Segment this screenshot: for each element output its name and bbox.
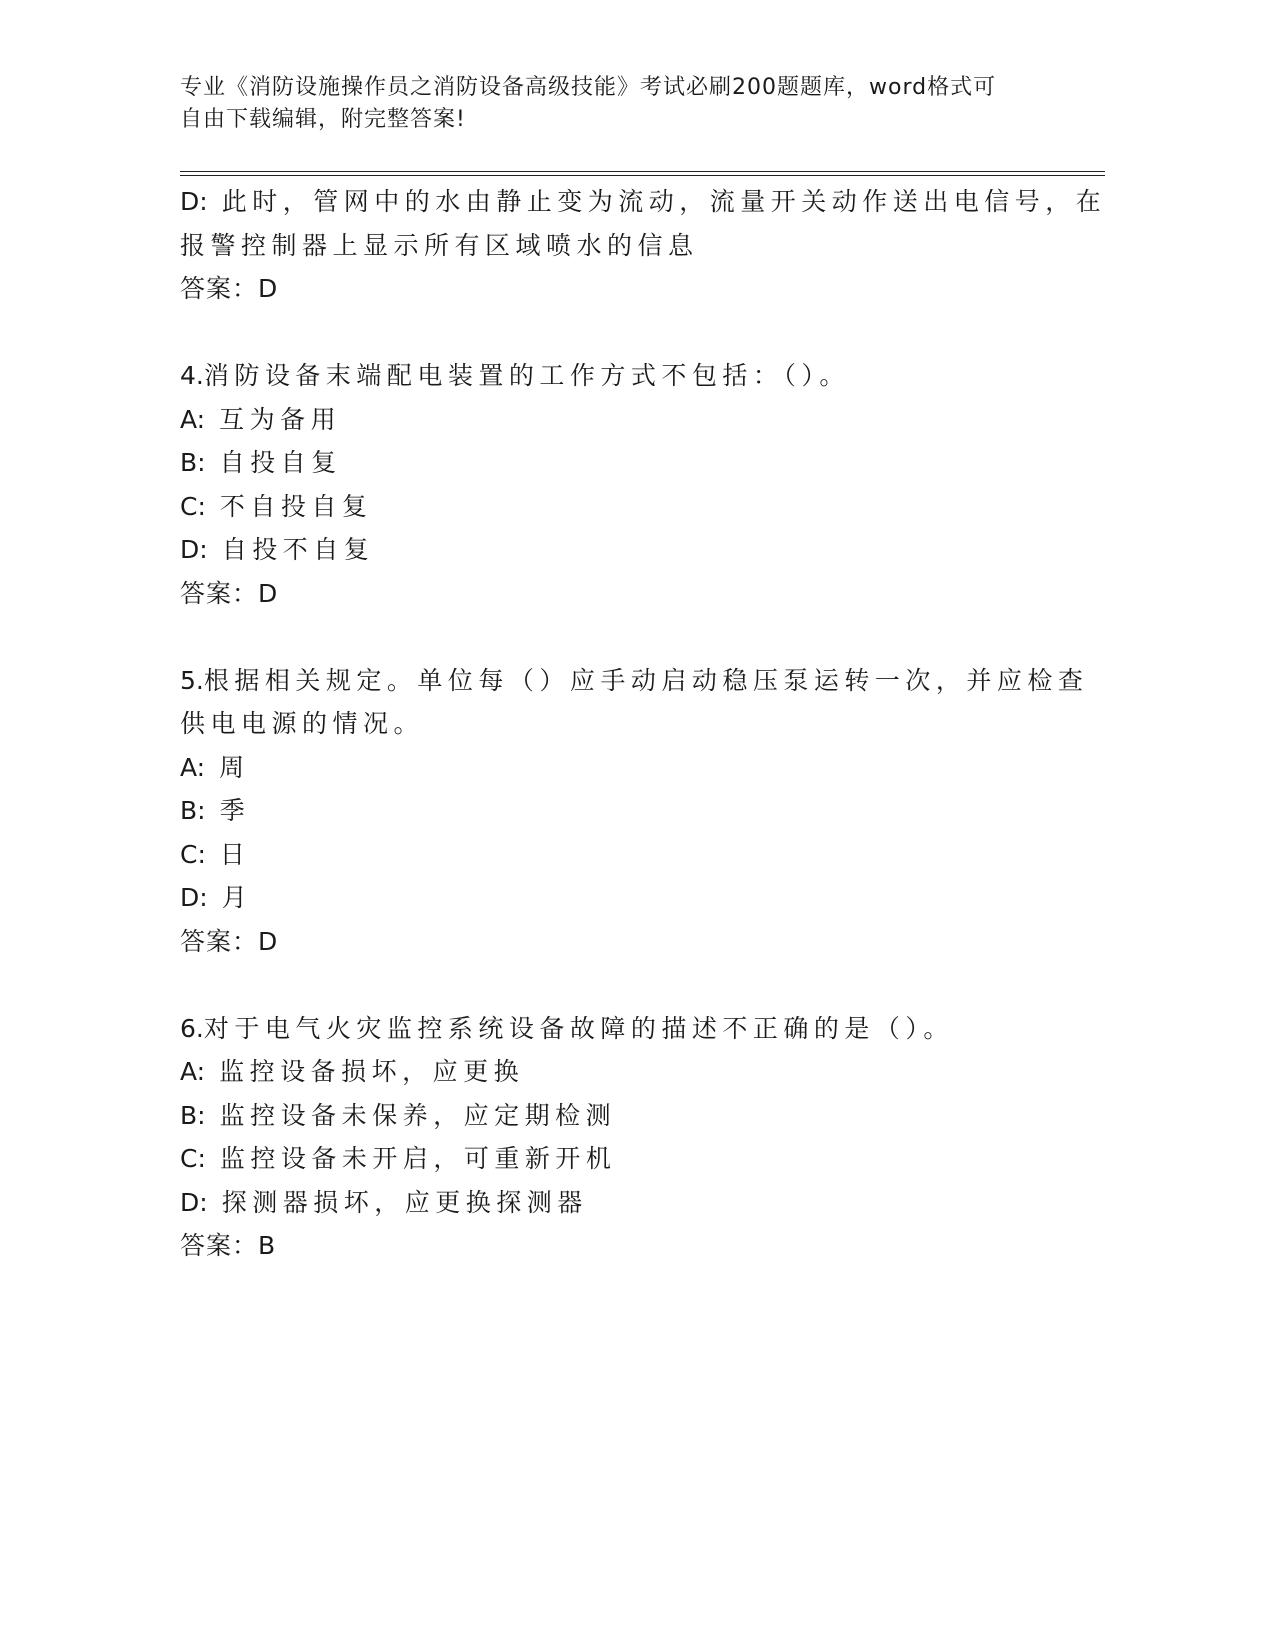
answer-line: 答案：D: [180, 926, 279, 956]
option-text: 监控设备未开启，可重新开机: [219, 1144, 617, 1173]
option-b: [180, 789, 1050, 833]
option-letter: D:: [180, 187, 208, 216]
option-letter: D:: [180, 1187, 208, 1217]
carryover-answer: 答案：D: [180, 274, 279, 303]
option-c: [180, 485, 1050, 529]
spacer: [180, 963, 1050, 1007]
question-stem-text: 根据相关规定。单位每（）应手动启动稳压泵运转一次，并应检查: [203, 665, 1089, 695]
option-text: 此时，管网中的水由静止变为流动，流量开关动作送出电信号，在: [221, 187, 1107, 216]
option-letter: B:: [180, 448, 206, 477]
answer-line: 答案：B: [180, 1231, 277, 1260]
question-stem-text: 消防设备末端配电装置的工作方式不包括：（）。: [203, 361, 850, 390]
option-text: 自投不自复: [221, 535, 375, 564]
question-4: [180, 354, 1050, 615]
option-letter: C:: [180, 839, 206, 869]
option-d: [180, 1181, 1050, 1225]
header-divider-top: [180, 171, 1105, 172]
question-stem: [180, 354, 1050, 398]
option-text: 月: [221, 883, 253, 912]
option-text: 周: [219, 752, 250, 782]
page-header: [180, 72, 1040, 136]
question-6: [180, 1007, 1050, 1268]
option-text: 互为备用: [219, 404, 342, 434]
question-stem: [180, 659, 1089, 703]
option-text: 不自投自复: [219, 491, 373, 521]
question-stem-text: 对于电气火灾监控系统设备故障的描述不正确的是（）。: [203, 1013, 954, 1043]
option-text: 探测器损坏，应更换探测器: [221, 1187, 588, 1217]
option-letter: C:: [180, 1144, 206, 1173]
option-text: 监控设备未保养，应定期检测: [219, 1100, 617, 1130]
option-a: [180, 746, 1050, 790]
option-c: [180, 833, 1050, 877]
option-letter: C:: [180, 491, 206, 521]
spacer: [180, 615, 1050, 659]
option-text: 季: [219, 796, 251, 825]
question-number: 4.: [180, 361, 204, 390]
question-stem: [180, 1007, 1050, 1051]
option-b: [180, 441, 1050, 485]
option-letter: A:: [180, 404, 206, 434]
option-d: [180, 876, 1050, 920]
option-text: 自投自复: [219, 448, 342, 477]
question-number: 5.: [180, 665, 204, 695]
option-letter: B:: [180, 1100, 206, 1130]
header-title-line-2: 自由下载编辑，附完整答案!: [180, 107, 466, 132]
header-title-line-1: 专业《消防设施操作员之消防设备高级技能》考试必刷200题题库，word格式可: [180, 75, 997, 100]
option-b: [180, 1094, 1050, 1138]
question-stem-continued: 供电电源的情况。: [180, 709, 425, 738]
question-5: [180, 659, 1089, 964]
carryover-option-d: [180, 180, 1107, 224]
option-c: [180, 1137, 1050, 1181]
question-content: [180, 180, 1107, 1268]
spacer: [180, 311, 1050, 355]
header-divider-bottom: [180, 175, 1105, 176]
option-letter: A:: [180, 752, 206, 782]
carryover-option-d-continued: 报警控制器上显示所有区域喷水的信息: [180, 230, 699, 260]
option-text: 日: [219, 839, 251, 869]
option-a: [180, 398, 1050, 442]
option-text: 监控设备损坏，应更换: [219, 1057, 525, 1086]
option-a: [180, 1050, 1050, 1094]
question-number: 6.: [180, 1013, 204, 1043]
option-letter: D:: [180, 535, 208, 564]
option-d: [180, 528, 1050, 572]
option-letter: B:: [180, 796, 206, 825]
answer-line: 答案：D: [180, 578, 279, 608]
option-letter: D:: [180, 883, 208, 912]
option-letter: A:: [180, 1057, 206, 1086]
